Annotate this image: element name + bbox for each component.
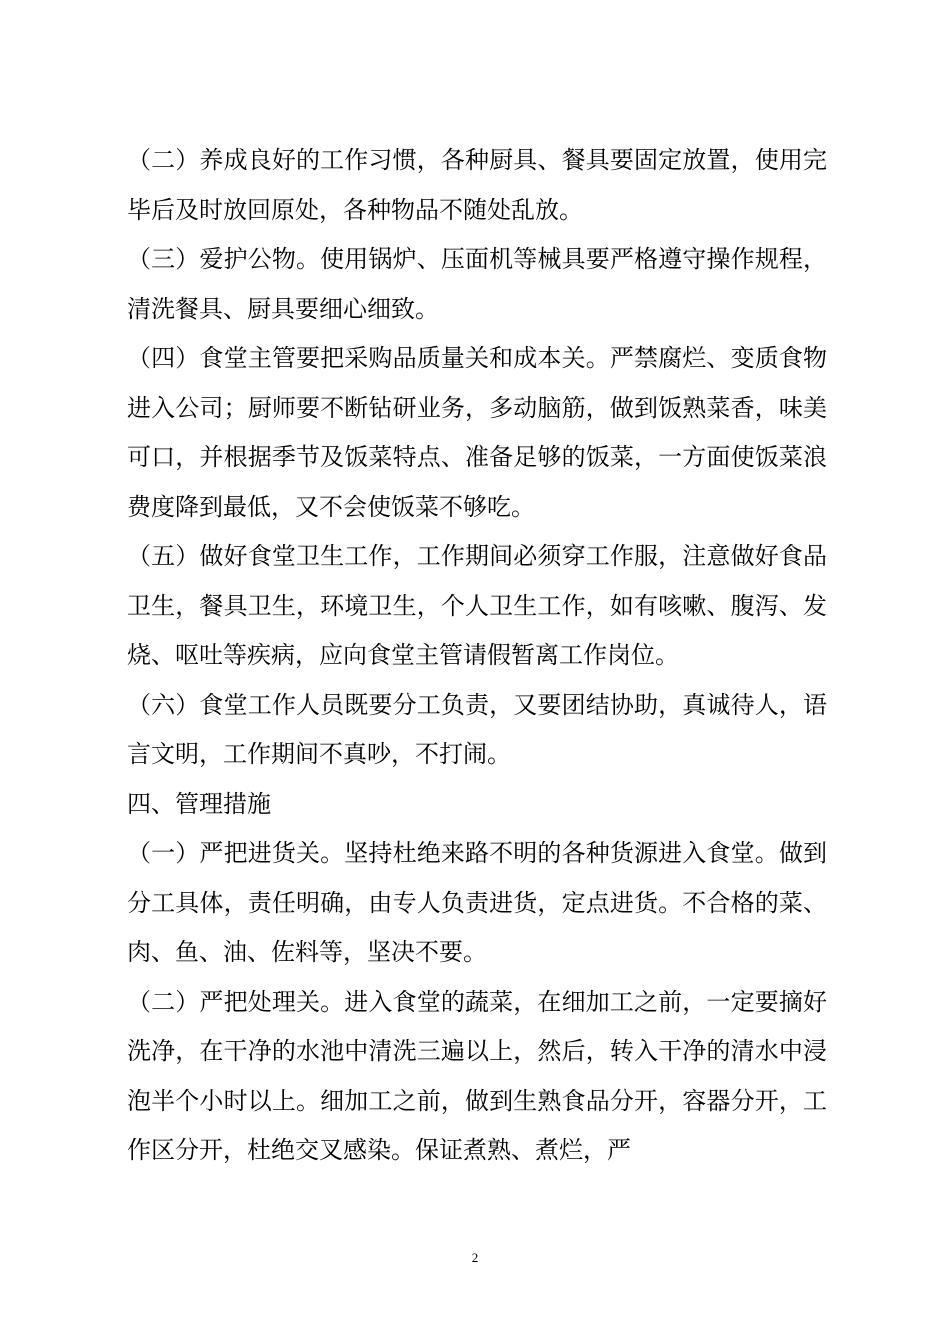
paragraph-staff-conduct: （六）食堂工作人员既要分工负责，又要团结协助，真诚待人，语言文明，工作期间不真吵，不打闹。 — [127, 690, 827, 768]
section-heading-management-measures: 四、管理措施 — [127, 789, 271, 818]
paragraph-procurement: （四）食堂主管要把采购品质量关和成本关。严禁腐烂、变质食物进入公司；厨师要不断钻研业务，多动脑筋，做到饭熟菜香，味美可口，并根据季节及饭菜特点、准备足够的饭菜，一方面使饭菜浪费度降到最低，又不会使饭菜不够吃。 — [127, 344, 827, 521]
paragraph-purchasing-control: （一）严把进货关。坚持杜绝来路不明的各种货源进入食堂。做到分工具体，责任明确，由专人负责进货，定点进货。不合格的菜、肉、鱼、油、佐料等，坚决不要。 — [127, 839, 827, 966]
document-body — [127, 136, 827, 1176]
paragraph-processing-control: （二）严把处理关。进入食堂的蔬菜，在细加工之前，一定要摘好洗净，在干净的水池中清洗三遍以上，然后，转入干净的清水中浸泡半个小时以上。细加工之前，做到生熟食品分开，容器分开，工作区分开，杜绝交叉感染。保证煮熟、煮烂，严 — [127, 987, 827, 1164]
paragraph-public-property: （三）爱护公物。使用锅炉、压面机等械具要严格遵守操作规程，清洗餐具、厨具要细心细致。 — [127, 245, 827, 323]
paragraph-work-habits: （二）养成良好的工作习惯，各种厨具、餐具要固定放置，使用完毕后及时放回原处，各种物品不随处乱放。 — [127, 146, 827, 224]
page-number: 2 — [471, 1250, 479, 1265]
paragraph-hygiene: （五）做好食堂卫生工作，工作期间必须穿工作服，注意做好食品卫生，餐具卫生，环境卫生，个人卫生工作，如有咳嗽、腹泻、发烧、呕吐等疾病，应向食堂主管请假暂离工作岗位。 — [127, 542, 827, 669]
